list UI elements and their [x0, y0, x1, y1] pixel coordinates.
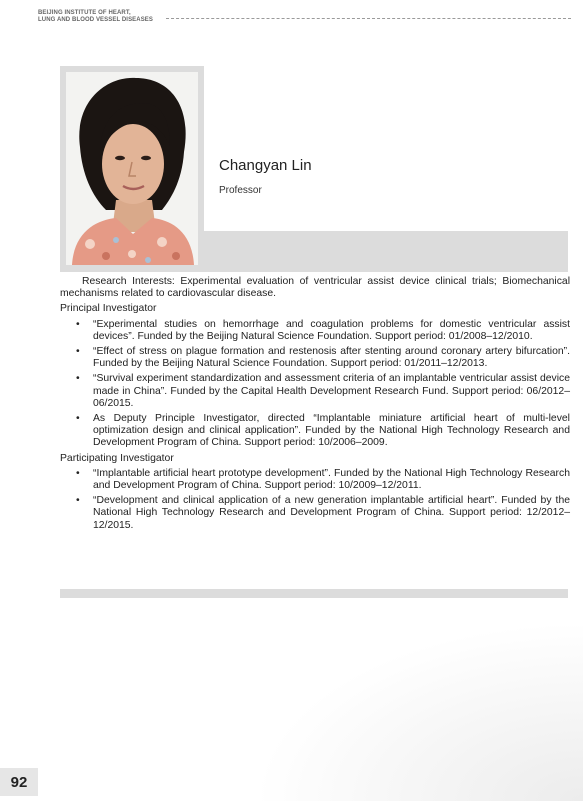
institute-name: BEIJING INSTITUTE OF HEART, LUNG AND BLOOD VESSEL DISEASES: [38, 9, 154, 23]
project-text: As Deputy Principle Investigator, directed “Implantable miniature artificial heart of multi-level optimization design and clinical application”. Funded by the National High Technology Research and Development Program of China. Support period: 10/2006–2009.: [93, 413, 570, 449]
project-text: “Implantable artificial heart prototype development”. Funded by the National High Technology Research and Development Program of China. Support period: 10/2009–12/2011.: [93, 467, 570, 492]
bullet-icon: •: [76, 495, 80, 507]
person-title: Professor: [219, 185, 262, 196]
research-interests: Research Interests: Experimental evaluation of ventricular assist device clinical trials; Biomechanical mechanisms related to cardiovascular disease.: [60, 276, 570, 300]
page-number: 92: [0, 768, 38, 796]
project-text: “Effect of stress on plague formation and restenosis after stenting around coronary artery bifurcation”. Funded by the Beijing Natural Science Foundation. Support period: 01/2011–12/2013.: [93, 346, 570, 370]
participating-investigator-list: [60, 468, 570, 532]
section-bottom-bar: [60, 589, 568, 598]
portrait-photo: [66, 72, 198, 265]
principal-investigator-heading: Principal Investigator: [60, 303, 157, 315]
bullet-icon: •: [76, 346, 80, 358]
list-item: [60, 346, 570, 370]
profile-content: [60, 276, 570, 535]
bullet-icon: •: [76, 373, 80, 385]
project-text: “Development and clinical application of a new generation implantable artificial heart”. Funded by the National High Technology Research and Development Program of China. Support period: 12/2012–12/2015.: [93, 495, 570, 531]
portrait-frame: [60, 66, 204, 271]
list-item: [60, 413, 570, 450]
bullet-icon: •: [76, 413, 80, 425]
project-text: “Experimental studies on hemorrhage and coagulation problems for domestic ventricular assist devices”. Funded by the Beijing Natural Science Foundation. Support period: 01/2008–12/2010.: [93, 318, 570, 342]
page-corner-shading: [253, 621, 583, 801]
header-dashed-rule: [166, 18, 571, 19]
list-item: [60, 495, 570, 532]
list-item: [60, 468, 570, 492]
list-item: [60, 373, 570, 410]
list-item: [60, 319, 570, 343]
bullet-icon: •: [76, 318, 80, 330]
principal-investigator-list: [60, 319, 570, 450]
project-text: “Survival experiment standardization and assessment criteria of an implantable ventricular assist device made in China”. Funded by the Capital Health Development Research Fund. Support period: 06/2012–06/2015.: [93, 373, 570, 409]
page-header: [38, 8, 571, 28]
person-name: Changyan Lin: [219, 157, 312, 174]
participating-investigator-heading: Participating Investigator: [60, 452, 174, 464]
bullet-icon: •: [76, 467, 80, 479]
